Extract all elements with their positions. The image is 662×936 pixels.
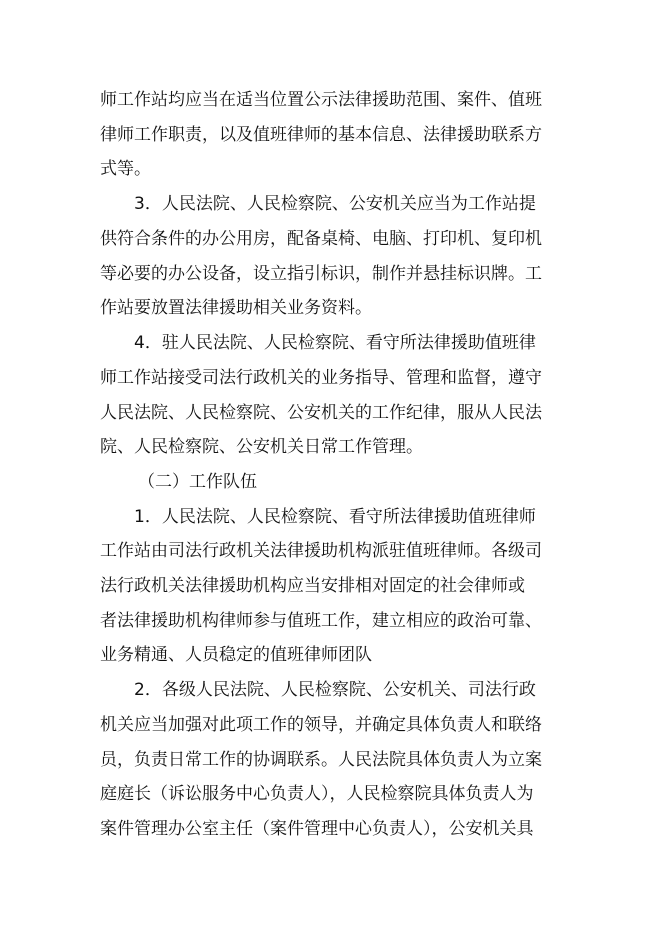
text-line: 院、人民检察院、公安机关日常工作管理。	[100, 437, 423, 457]
text-line: 式等。	[100, 159, 151, 179]
text-line: 师工作站均应当在适当位置公示法律援助范围、案件、值班	[100, 90, 542, 110]
text-line: 作站要放置法律援助相关业务资料。	[100, 298, 372, 318]
paragraph-start-line: 3．人民法院、人民检察院、公安机关应当为工作站提	[134, 194, 536, 214]
text-line: 等必要的办公设备，设立指引标识，制作并悬挂标识牌。工	[100, 264, 542, 284]
text-line: 工作站由司法行政机关法律援助机构派驻值班律师。各级司	[100, 541, 542, 561]
paragraph-start-line: 4．驻人民法院、人民检察院、看守所法律援助值班律	[134, 333, 536, 353]
text-line: 师工作站接受司法行政机关的业务指导、管理和监督，遵守	[100, 368, 542, 388]
text-line: 法行政机关法律援助机构应当安排相对固定的社会律师或	[100, 576, 525, 596]
text-line: 业务精通、人员稳定的值班律师团队	[100, 645, 372, 665]
paragraph-start-line: 2．各级人民法院、人民检察院、公安机关、司法行政	[134, 680, 536, 700]
paragraph-start-line: 1．人民法院、人民检察院、看守所法律援助值班律师	[134, 507, 536, 527]
text-line: 者法律援助机构律师参与值班工作，建立相应的政治可靠、	[100, 611, 542, 631]
section-heading: （二）工作队伍	[138, 472, 257, 492]
text-line: 供符合条件的办公用房，配备桌椅、电脑、打印机、复印机	[100, 229, 542, 249]
text-line: 人民法院、人民检察院、公安机关的工作纪律，服从人民法	[100, 403, 542, 423]
text-line: 员，负责日常工作的协调联系。人民法院具体负责人为立案	[100, 750, 542, 770]
text-line: 案件管理办公室主任（案件管理中心负责人），公安机关具	[100, 819, 534, 839]
text-line: 庭庭长（诉讼服务中心负责人），人民检察院具体负责人为	[100, 784, 534, 804]
text-line: 机关应当加强对此项工作的领导，并确定具体负责人和联络	[100, 715, 542, 735]
text-line: 律师工作职责，以及值班律师的基本信息、法律援助联系方	[100, 125, 542, 145]
